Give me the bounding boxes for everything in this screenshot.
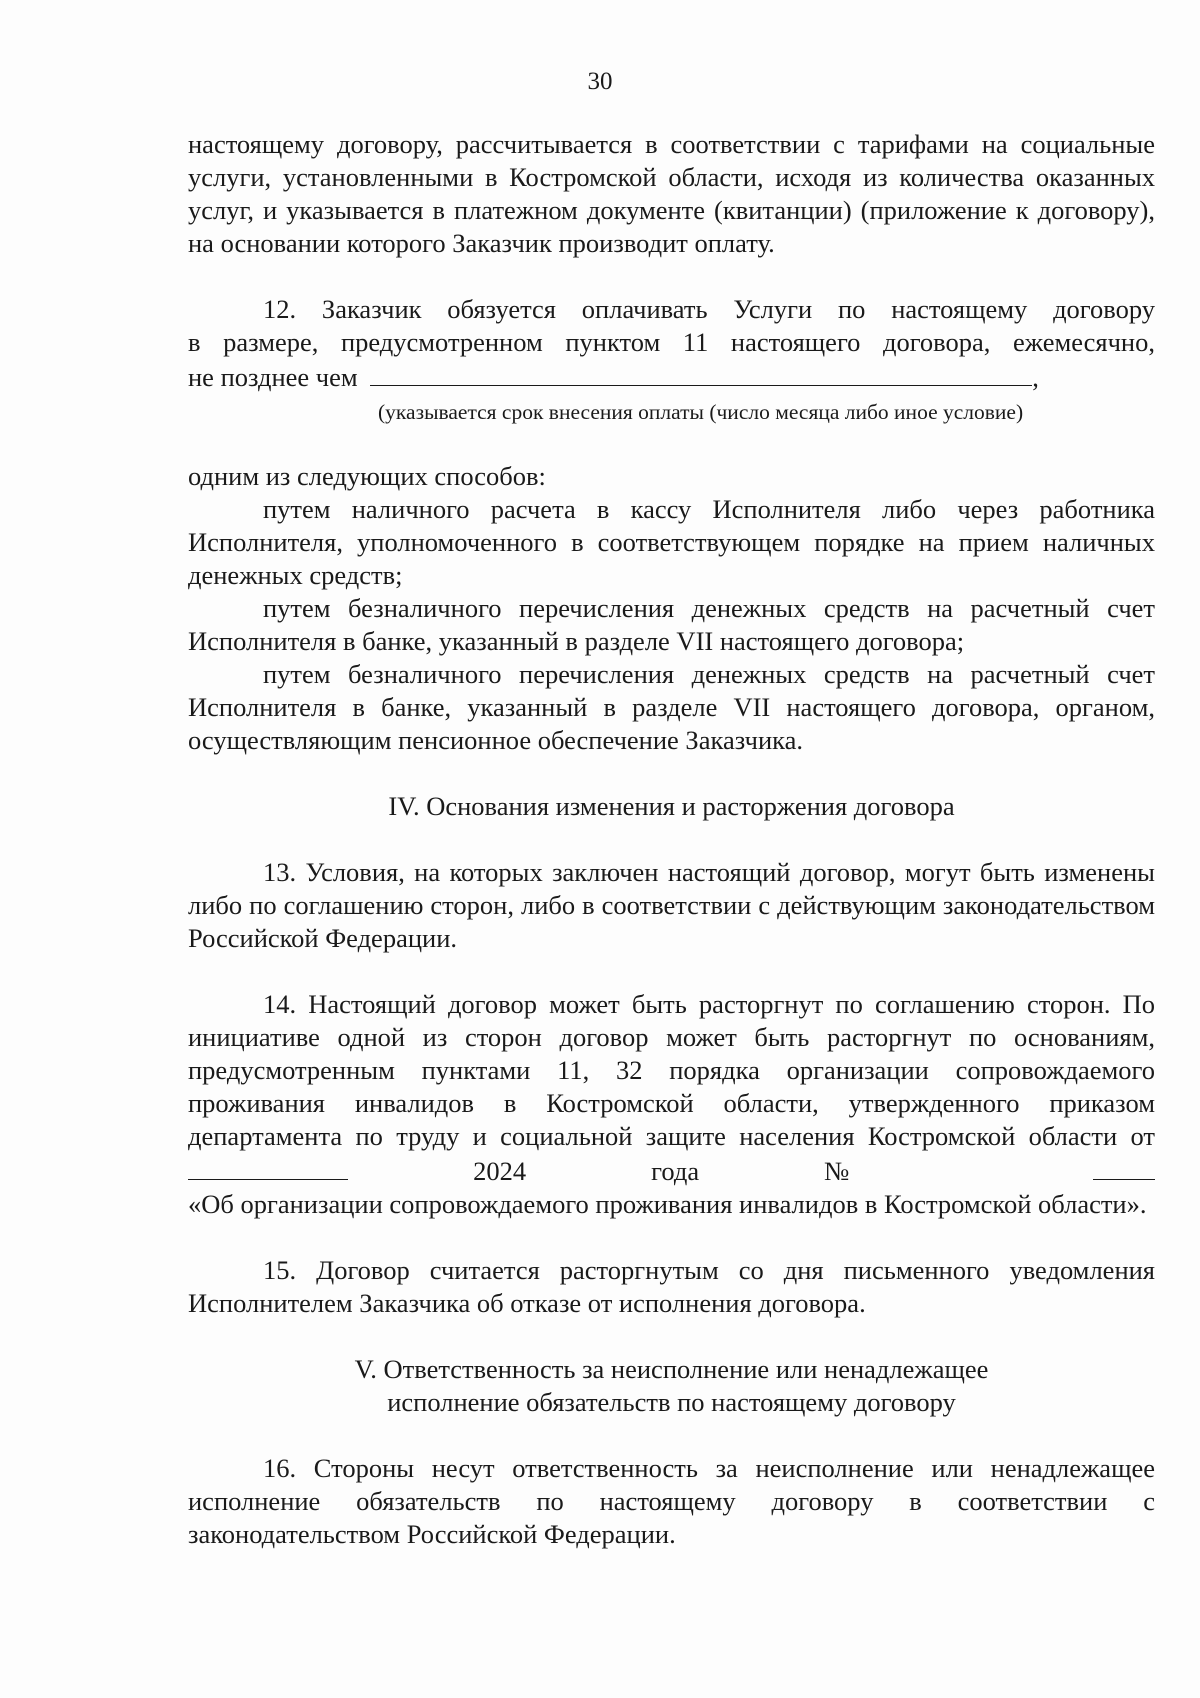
order-year-label: 2024 года № [473,1156,968,1186]
clause-12-line-3 [188,359,1155,394]
section-5-title [188,1353,1155,1419]
clause-13: 13. Условия, на которых заключен настоящий договор, могут быть изменены либо по соглашению сторон, либо в соответствии с действующим законодательством Российской Федерации. [188,857,1155,953]
clause-12-line-2: в размере, предусмотренном пунктом 11 настоящего договора, ежемесячно, [188,327,1155,357]
payment-way-pension-body: путем безналичного перечисления денежных средств на расчетный счет Исполнителя в банке, указанный в разделе VII настоящего договора, органом, осуществляющим пенсионное обеспечение Заказчика. [188,659,1155,755]
clause-12-line-1: 12. Заказчик обязуется оплачивать Услуги по настоящему договору [263,294,1155,324]
order-number-blank-field [1093,1153,1155,1180]
clause-16: 16. Стороны несут ответственность за неисполнение или ненадлежащее исполнение обязательств по настоящему договору в соответствии с законодательством Российской Федерации. [188,1453,1155,1549]
section-5-title-line-1: V. Ответственность за неисполнение или ненадлежащее [354,1354,989,1384]
payment-way-cash: путем наличного расчета в кассу Исполнителя либо через работника Исполнителя, уполномоченного в соответствующем порядке на прием наличных денежных средств; [188,494,1155,590]
clause-14 [188,988,1155,1221]
deadline-caption: (указывается срок внесения оплаты (число месяца либо иное условие) [378,400,1024,424]
section-4-title: IV. Основания изменения и расторжения договора [388,791,955,821]
continued-paragraph: настоящему договору, рассчитывается в соответствии с тарифами на социальные услуги, установленными в Костромской области, исходя из количества оказанных услуг, и указывается в платежном документе (квитанции) (приложение к договору), на основании которого Заказчик производит оплату. [188,129,1155,258]
clause-14-text: 14. Настоящий договор может быть расторгнут по соглашению сторон. По инициативе одной из сторон договор может быть расторгнут по основаниям, предусмотренным пунктами 11, 32 порядка организации сопровождаемого проживания инвалидов в Костромской области, утвержденного приказом департамента по труду и социальной защите населения Костромской области от [188,989,1155,1151]
order-date-blank-field [188,1153,348,1180]
section-5-title-line-2: исполнение обязательств по настоящему договору [387,1387,956,1417]
payment-ways-intro: одним из следующих способов: [188,461,546,491]
deadline-comma: , [1032,362,1039,392]
clause-12 [188,293,1155,757]
clause-15: 15. Договор считается расторгнутым со дня письменного уведомления Исполнителем Заказчика об отказе от исполнения договора. [188,1255,1155,1318]
page-number: 30 [587,68,613,95]
deadline-blank-field [370,359,1032,386]
payment-way-bank-transfer: путем безналичного перечисления денежных средств на расчетный счет Исполнителя в банке, указанный в разделе VII настоящего договора; [188,593,1155,656]
deadline-prefix: не позднее чем [188,362,358,392]
document-body [188,128,1155,1551]
clause-14-part-1 [188,988,1155,1188]
clause-14-part-2: «Об организации сопровождаемого проживания инвалидов в Костромской области». [188,1189,1147,1219]
